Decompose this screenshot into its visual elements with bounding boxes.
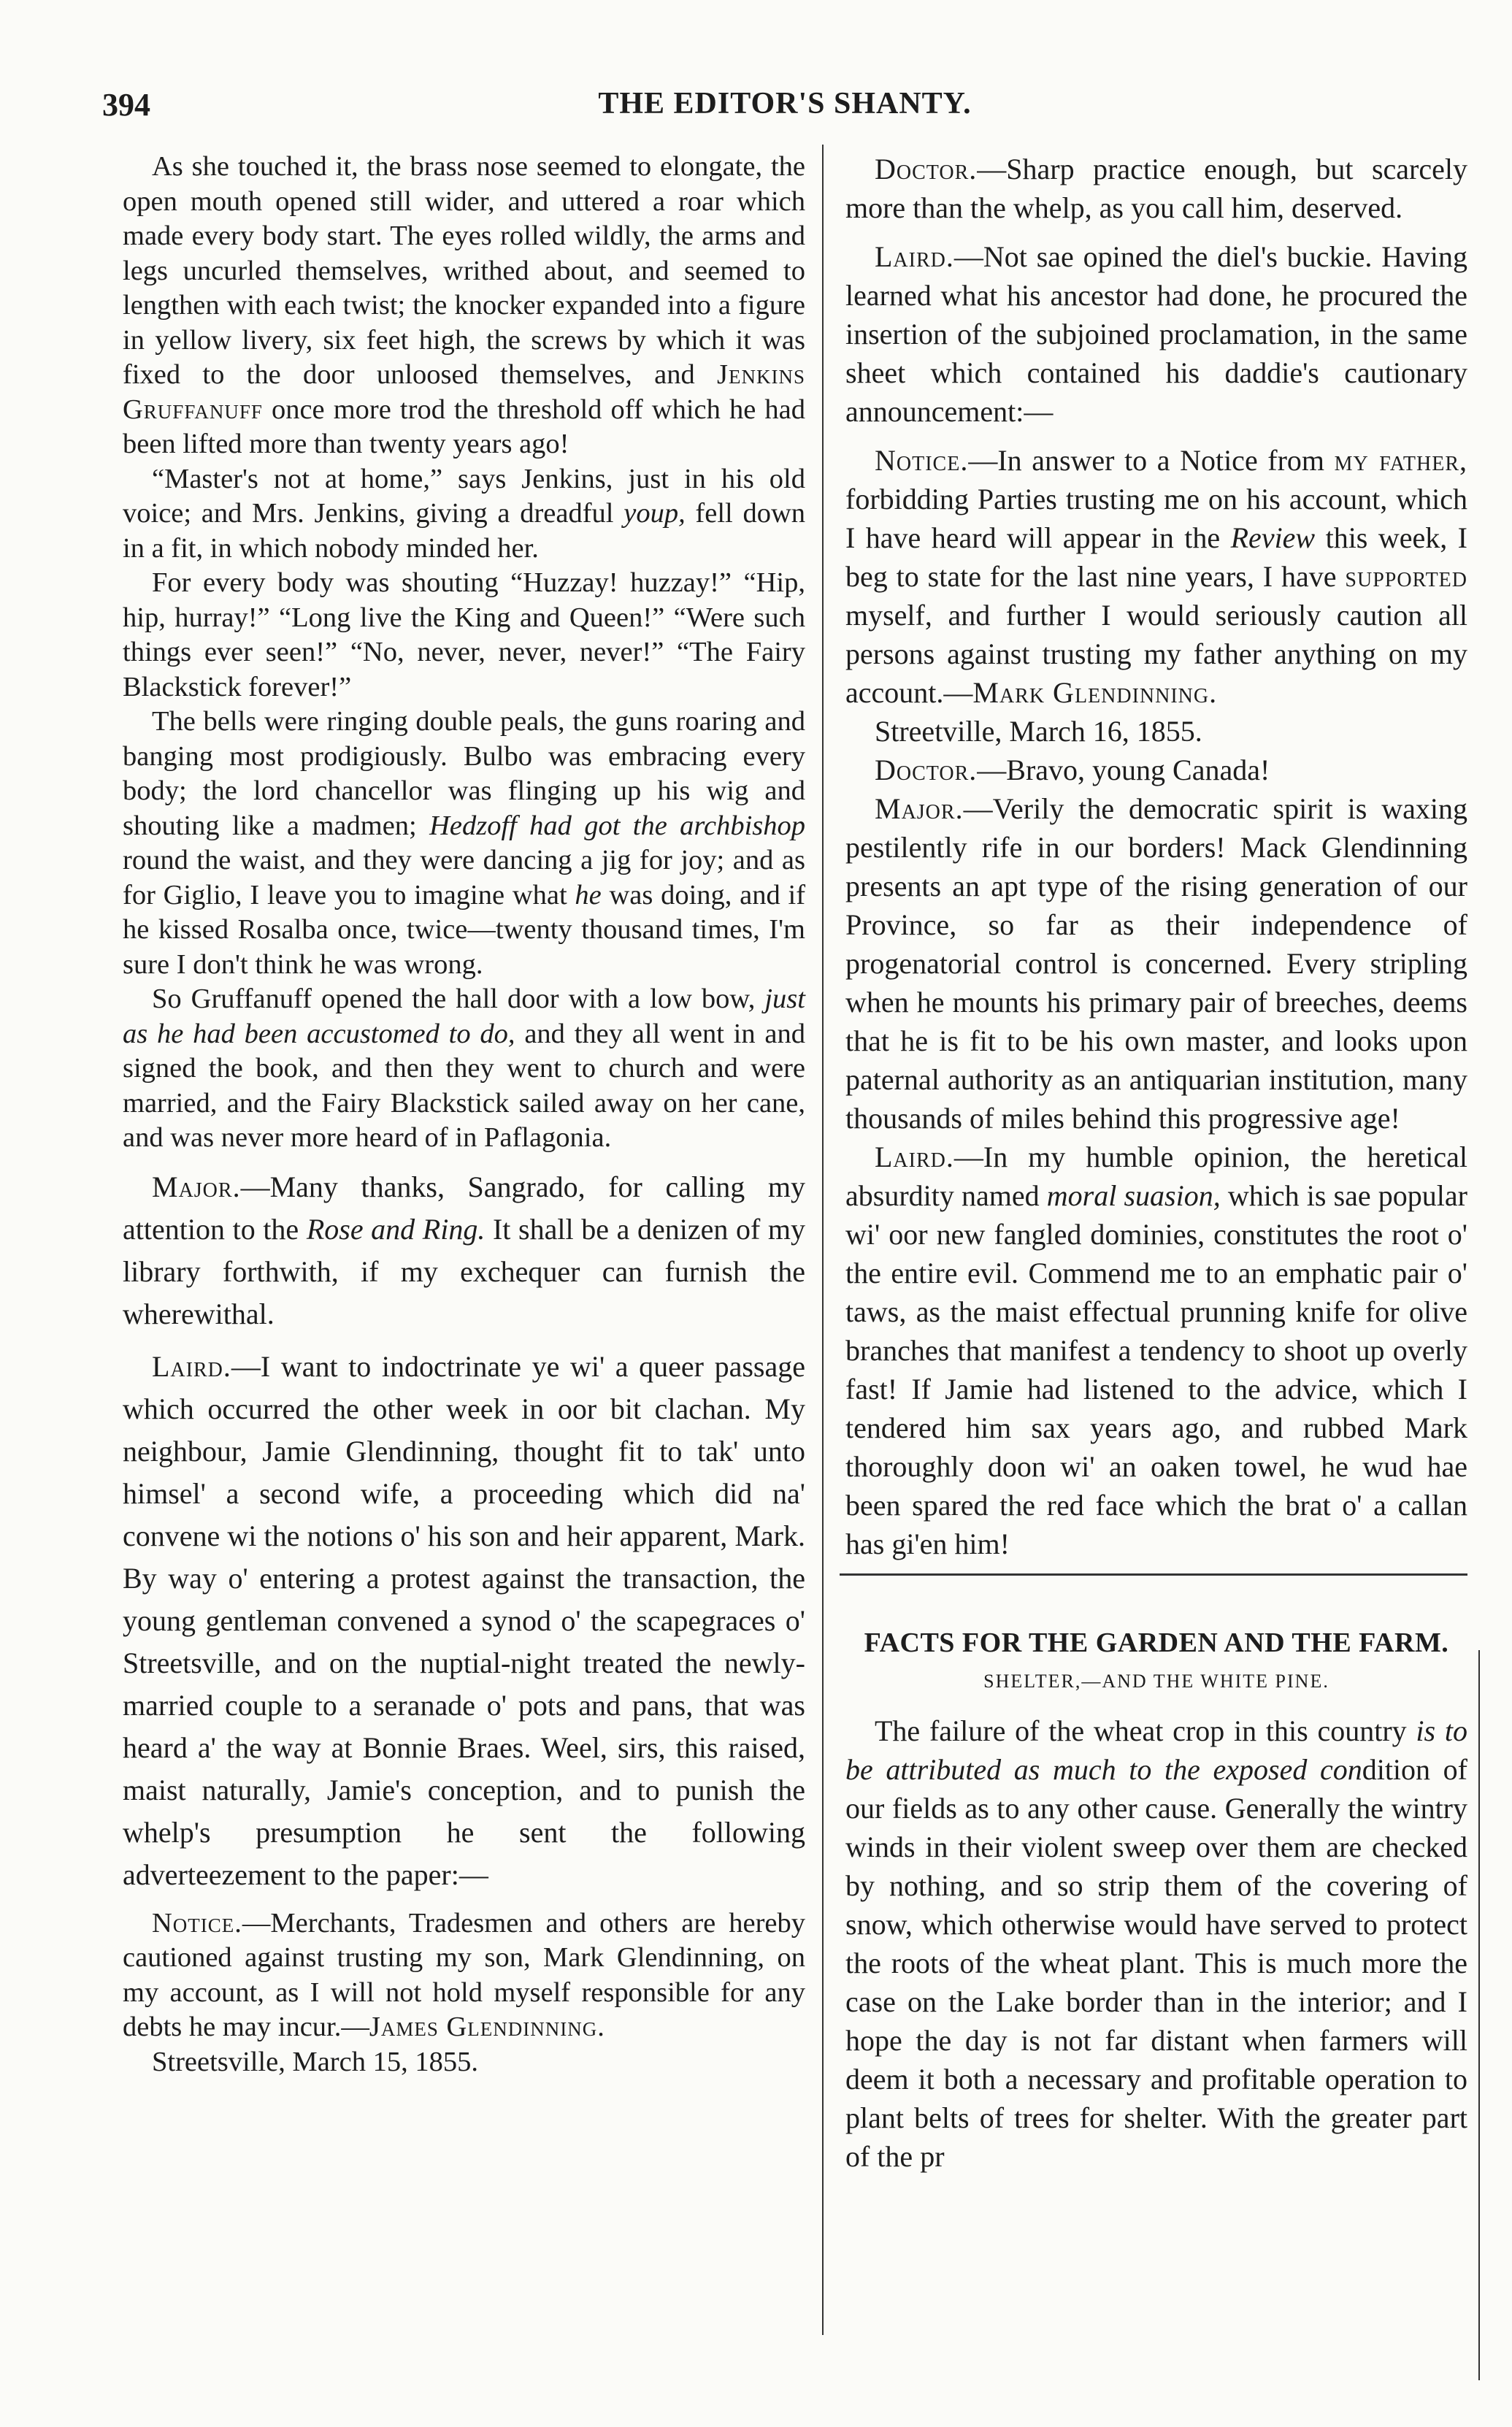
notice-son: Notice.—In answer to a Notice from my father, forbidding Parties trusting me on his account, which I have heard will appear in the Review this week, I beg to state for the last nine years, I have supported myself, and further I would seriously caution all persons against trusting my father anything on my account.—Mark Glendinning. <box>845 444 1468 709</box>
sub-heading: SHELTER,—AND THE WHITE PINE. <box>983 1671 1329 1692</box>
dialogue-major: Major.—Many thanks, Sangrado, for calling my attention to the Rose and Ring. It shall be a denizen of my library forthwith, if my exchequer can furnish the wherewithal. <box>123 1170 806 1330</box>
page-header <box>102 86 1467 145</box>
right-edge-rule <box>1478 1650 1480 2380</box>
running-title: THE EDITOR'S SHANTY. <box>598 87 972 120</box>
dialogue-doctor: Doctor.—Sharp practice enough, but scarcely more than the whelp, as you call him, deserved. <box>845 153 1467 224</box>
section-rule <box>840 1573 1467 1576</box>
paragraph: The bells were ringing double peals, the guns roaring and banging most prodigiously. Bulbo was embracing every body; the lord chancellor was flinging up his wig and shouting like a madmen; Hedzoff had got the archbishop round the waist, and they were dancing a jig for joy; and as for Giglio, I leave you to imagine what he was doing, and if he kissed Rosalba once, twice—twenty thousand times, I'm sure I don't think he was wrong. <box>123 706 806 980</box>
paragraph: “Master's not at home,” says Jenkins, just in his old voice; and Mrs. Jenkins, giving a dreadful youp, fell down in a fit, in which nobody minded her. <box>123 463 805 564</box>
section-heading: FACTS FOR THE GARDEN AND THE FARM. <box>864 1627 1449 1658</box>
dialogue-major: Major.—Verily the democratic spirit is waxing pestilently rife in our borders! Mack Glendinning presents an apt type of the rising generation of our Province, so far as their independence of progenatorial control is concerned. Every stripling when he mounts his primary pair of breeches, deems that he is fit to be his own master, and looks upon paternal authority as an antiquarian institution, many thousands of miles behind this progressive age! <box>845 792 1467 1135</box>
dialogue-laird: Laird.—I want to indoctrinate ye wi' a queer passage which occurred the other week in oor bit clachan. My neighbour, Jamie Glendinning, thought fit to tak' unto himsel' a second wife, a proceeding which did na' convene wi the notions o' his son and heir apparent, Mark. By way o' entering a protest against the transaction, the young gentleman convened a synod o' the scapegraces o' Streetsville, and on the nuptial-night treated the newly-married couple to a seranade o' pots and pans, that was heard a' the way at Bonnie Braes. Weel, sirs, this raised, maist naturally, Jamie's conception, and to punish the whelp's presumption he sent the following adverteezement to the paper:— <box>123 1349 805 1891</box>
page-number: 394 <box>102 87 150 123</box>
left-column <box>123 150 805 2079</box>
dialogue-laird: Laird.—Not sae opined the diel's buckie. Having learned what his ancestor had done, he procured the insertion of the subjoined proclamation, in the same sheet which contained his daddie's cautionary announcement:— <box>845 240 1467 428</box>
notice-father: Notice.—Merchants, Tradesmen and others are hereby cautioned against trusting my son, Mark Glendinning, on my account, as I will not hold myself responsible for any debts he may incur.—James Glendinning. <box>123 1907 805 2042</box>
paragraph: So Gruffanuff opened the hall door with a low bow, just as he had been accustomed to do, and they all went in and signed the book, and then they went to church and were married, and the Fairy Blackstick sailed away on her cane, and was never more heard of in Paflagonia. <box>123 984 806 1153</box>
article-paragraph: The failure of the wheat crop in this country is to be attributed as much to the exposed condition of our fields as to any other cause. Generally the wintry winds in their violent sweep over them are checked by nothing, and so strip them of the covering of snow, which otherwise would have served to protect the roots of the wheat plant. This is much more the case on the Lake border than in the interior; and I hope the day is not far distant when farmers will deem it both a necessary and profitable operation to plant belts of trees for shelter. With the greater part of the pr <box>845 1714 1467 2173</box>
paragraph: As she touched it, the brass nose seemed to elongate, the open mouth opened still wider, and uttered a roar which made every body start. The eyes rolled wildly, the arms and legs uncurled themselves, writhed about, and seemed to lengthen with each twist; the knocker expanded into a figure in yellow livery, six feet high, the screws by which it was fixed to the door unloosed themselves, and Jenkins Gruffanuff once more trod the threshold off which he had been lifted more than twenty years ago! <box>123 151 805 459</box>
right-column <box>845 150 1467 2176</box>
column-divider <box>822 145 824 2335</box>
notice-date: Streetville, March 16, 1855. <box>875 715 1202 748</box>
dialogue-laird: Laird.—In my humble opinion, the heretical absurdity named moral suasion, which is sae popular wi' oor new fangled dominies, constitutes the root o' the entire evil. Commend me to an emphatic pair o' taws, as the maist effectual prunning knife for olive branches that manifest a tendency to shoot up overly fast! If Jamie had listened to the advice, which I tendered him sax years ago, and rubbed Mark thoroughly doon wi' an oaken towel, he wud hae been spared the red face which the brat o' a callan has gi'en him! <box>845 1140 1467 1560</box>
dialogue-doctor: Doctor.—Bravo, young Canada! <box>875 754 1270 786</box>
paragraph: For every body was shouting “Huzzay! huzzay!” “Hip, hip, hurray!” “Long live the King and Queen!” “Were such things ever seen!” “No, never, never, never!” “The Fairy Blackstick forever!” <box>123 567 805 702</box>
notice-date: Streetsville, March 15, 1855. <box>152 2046 478 2077</box>
